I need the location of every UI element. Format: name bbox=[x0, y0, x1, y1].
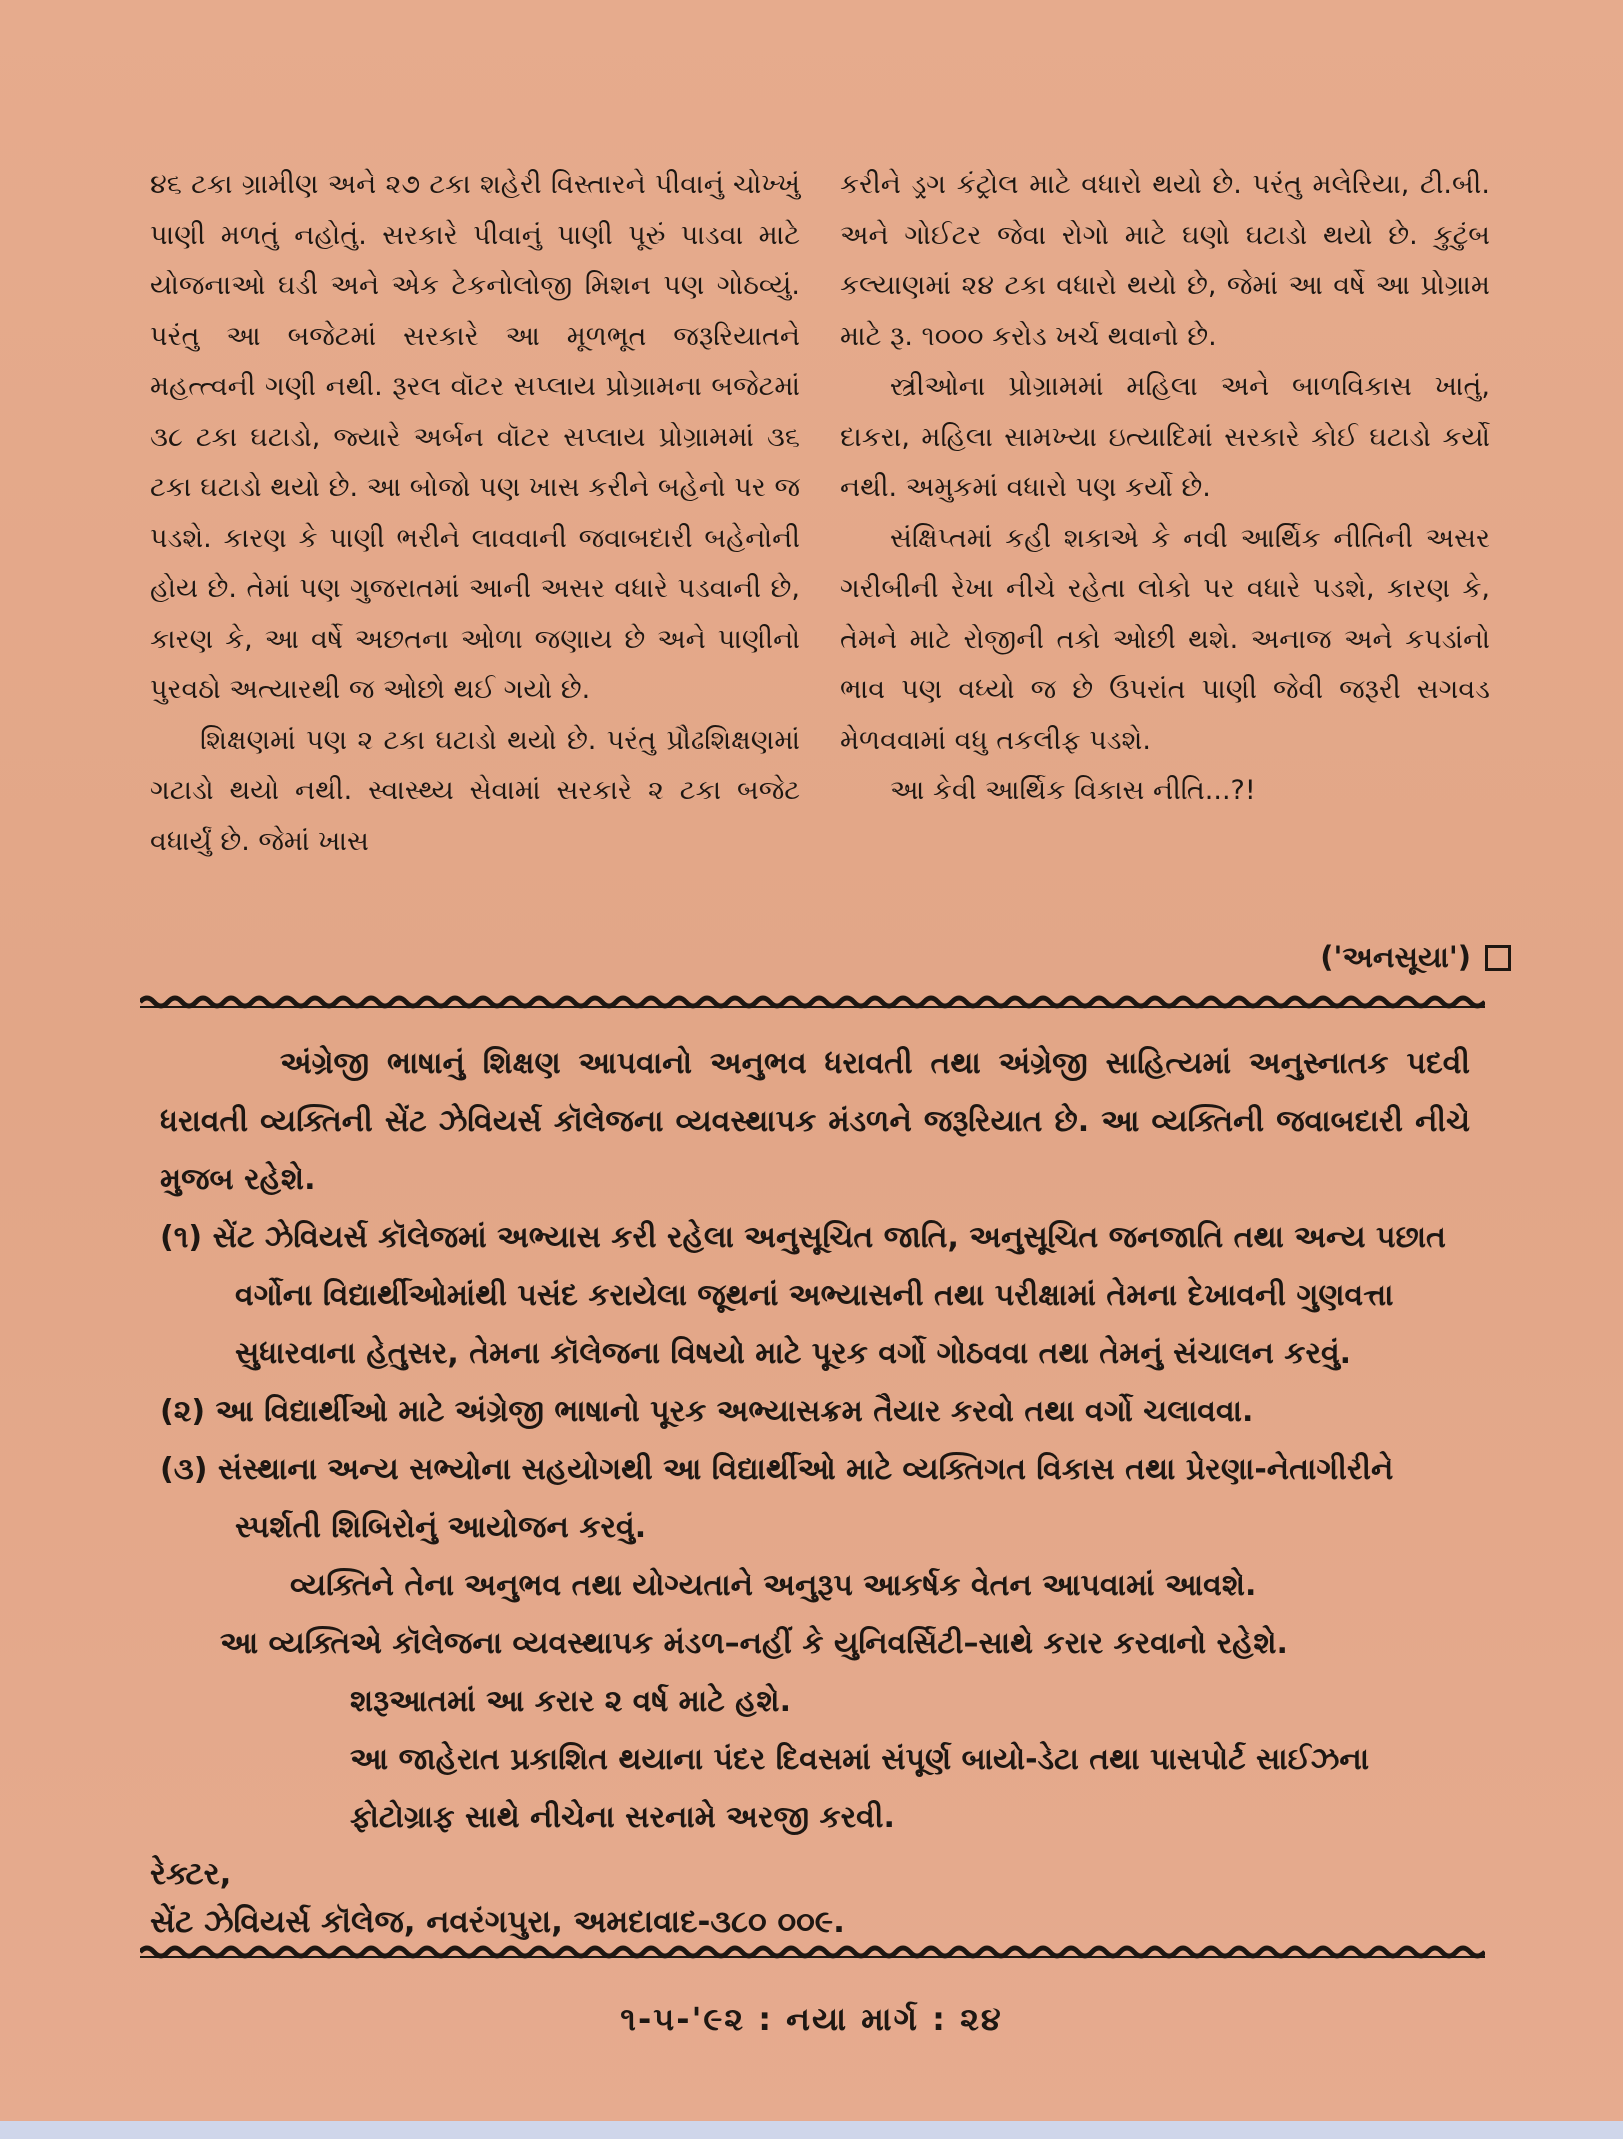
wavy-divider-bottom bbox=[140, 1942, 1485, 1962]
notice-item: (૧) સેંટ ઝેવિયર્સ કૉલેજમાં અભ્યાસ કરી રહેલા અનુસૂચિત જાતિ, અનુસૂચિત જનજાતિ તથા અન્ય પછાત વર્ગોના વિદ્યાર્થીઓમાંથી પસંદ કરાયેલા જૂથનાં અભ્યાસની તથા પરીક્ષામાં તેમના દેખાવની ગુણવત્તા સુધારવાના હેતુસર, તેમના કૉલેજના વિષયો માટે પૂરક વર્ગો ગોઠવવા તથા તેમનું સંચાલન કરવું. bbox=[160, 1220, 1446, 1371]
notice-item: (૩) સંસ્થાના અન્ય સભ્યોના સહયોગથી આ વિદ્યાર્થીઓ માટે વ્યક્તિગત વિકાસ તથા પ્રેરણા-નેતાગીરીને સ્પર્શતી શિબિરોનું આયોજન કરવું. bbox=[160, 1452, 1394, 1545]
notice-agreement: આ વ્યક્તિએ કૉલેજના વ્યવસ્થાપક મંડળ–નહીં કે યુનિવર્સિટી–સાથે કરાર કરવાનો રહેશે. bbox=[220, 1626, 1288, 1661]
wavy-divider-top bbox=[140, 992, 1485, 1012]
notice-intro: અંગ્રેજી ભાષાનું શિક્ષણ આપવાનો અનુભવ ધરાવતી તથા અંગ્રેજી સાહિત્યમાં અનુસ્નાતક પદવી ધરાવતી વ્યક્તિની સેંટ ઝેવિયર્સ કૉલેજના વ્યવસ્થાપક મંડળને જરૂરિયાત છે. આ વ્યક્તિની જવાબદારી નીચે મુજબ રહેશે. bbox=[160, 1046, 1470, 1197]
article-paragraph: સંક્ષિપ્તમાં કહી શકાએ કે નવી આર્થિક નીતિની અસર ગરીબીની રેખા નીચે રહેતા લોકો પર વધારે પડશે, કારણ કે, તેમને માટે રોજીની તકો ઓછી થશે. અનાજ અને કપડાંનો ભાવ પણ વધ્યો જ છે ઉપરાંત પાણી જેવી જરૂરી સગવડ મેળવવામાં વધુ તકલીફ પડશે. bbox=[840, 522, 1490, 756]
notice-address bbox=[150, 1850, 1450, 1946]
article-paragraph: શિક્ષણમાં પણ ૨ ટકા ઘટાડો થયો છે. પરંતુ પ્રૌઢશિક્ષણમાં ગટાડો થયો નથી. સ્વાસ્થ્ય સેવામાં સરકારે ૨ ટકા બજેટ વધાર્યું છે. જેમાં ખાસ bbox=[150, 724, 800, 857]
notice-apply-instructions: આ જાહેરાત પ્રકાશિત થયાના પંદર દિવસમાં સંપૂર્ણ બાયો-ડેટા તથા પાસપોર્ટ સાઈઝના ફોટોગ્રાફ સાથે નીચેના સરનામે અરજી કરવી. bbox=[350, 1742, 1370, 1835]
job-notice bbox=[160, 1035, 1470, 1847]
article-paragraph: સ્ત્રીઓના પ્રોગ્રામમાં મહિલા અને બાળવિકાસ ખાતું, દાકરા, મહિલા સામખ્યા ઇત્યાદિમાં સરકારે કોઈ ઘટાડો કર્યો નથી. અમુકમાં વધારો પણ કર્યો છે. bbox=[840, 371, 1490, 503]
article-left-column bbox=[150, 160, 800, 867]
article-paragraph: કરીને ડ્રગ કંટ્રોલ માટે વધારો થયો છે. પરંતુ મલેરિયા, ટી.બી. અને ગોઈટર જેવા રોગો માટે ઘણો ઘટાડો થયો છે. કુટુંબ કલ્યાણમાં ૨૪ ટકા વધારો થયો છે, જેમાં આ વર્ષે આ પ્રોગ્રામ માટે રૂ. ૧૦૦૦ કરોડ ખર્ચ થવાનો છે. bbox=[840, 169, 1490, 352]
address-line: સેંટ ઝેવિયર્સ કૉલેજ, નવરંગપુરા, અમદાવાદ-૩૮૦ ૦૦૯. bbox=[150, 1904, 845, 1940]
notice-item: (૨) આ વિદ્યાર્થીઓ માટે અંગ્રેજી ભાષાનો પૂરક અભ્યાસક્રમ તૈયાર કરવો તથા વર્ગો ચલાવવા. bbox=[160, 1394, 1254, 1429]
page-footer: ૧-૫-'૯૨ : નયા માર્ગ : ૨૪ bbox=[620, 2000, 1003, 2038]
address-title: રેક્ટર, bbox=[150, 1856, 232, 1892]
author-name: ('અનસૂયા') bbox=[1320, 940, 1471, 974]
article-right-column bbox=[840, 160, 1490, 817]
article-signature bbox=[1320, 940, 1511, 975]
notice-salary: વ્યક્તિને તેના અનુભવ તથા યોગ્યતાને અનુરૂપ આકર્ષક વેતન આપવામાં આવશે. bbox=[290, 1568, 1257, 1603]
end-mark-box-icon bbox=[1485, 945, 1511, 971]
notice-duration: શરૂઆતમાં આ કરાર ૨ વર્ષ માટે હશે. bbox=[350, 1684, 791, 1719]
article-paragraph: ૪૬ ટકા ગ્રામીણ અને ૨૭ ટકા શહેરી વિસ્તારને પીવાનું ચોખ્ખું પાણી મળતું નહોતું. સરકારે પીવાનું પાણી પૂરું પાડવા માટે યોજનાઓ ઘડી અને એક ટેકનોલોજી મિશન પણ ગોઠવ્યું. પરંતુ આ બજેટમાં સરકારે આ મૂળભૂત જરૂરિયાતને મહત્ત્વની ગણી નથી. રૂરલ વૉટર સપ્લાય પ્રોગ્રામના બજેટમાં ૩૮ ટકા ઘટાડો, જ્યારે અર્બન વૉટર સપ્લાય પ્રોગ્રામમાં ૩૬ ટકા ઘટાડો થયો છે. આ બોજો પણ ખાસ કરીને બહેનો પર જ પડશે. કારણ કે પાણી ભરીને લાવવાની જવાબદારી બહેનોની હોય છે. તેમાં પણ ગુજરાતમાં આની અસર વધારે પડવાની છે, કારણ કે, આ વર્ષે અછતના ઓળા જણાય છે અને પાણીનો પુરવઠો અત્યારથી જ ઓછો થઈ ગયો છે. bbox=[150, 169, 800, 705]
scan-edge bbox=[0, 2121, 1623, 2139]
article-closing-line: આ કેવી આર્થિક વિકાસ નીતિ...?! bbox=[890, 775, 1256, 806]
